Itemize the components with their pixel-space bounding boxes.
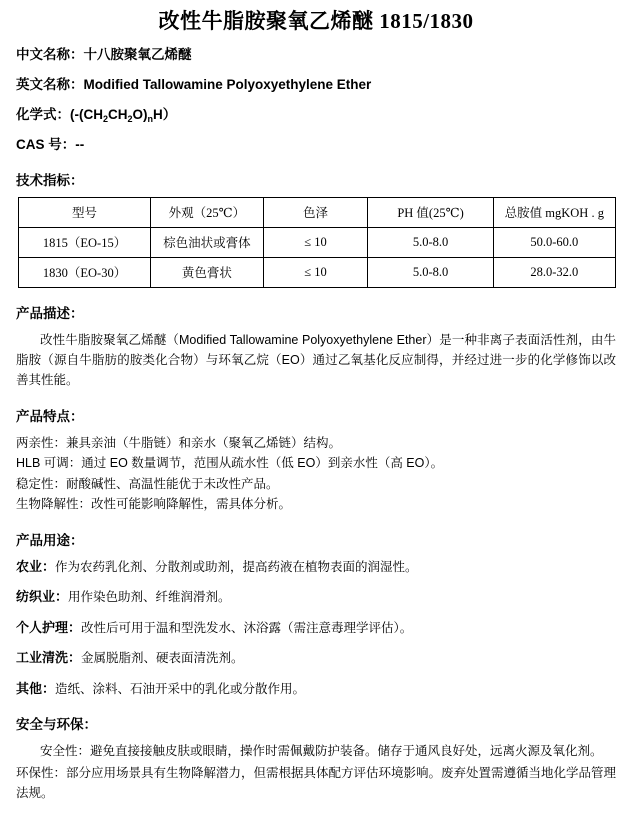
use-item-label: 农业：	[16, 559, 56, 575]
spec-table	[18, 197, 616, 288]
header-amine-value: 总胺值 mgKOH . g	[493, 197, 615, 227]
safety-heading: 安全与环保：	[16, 716, 97, 732]
formula-sub-1: 2	[103, 114, 109, 125]
field-cas-number-label: CAS 号：	[16, 136, 76, 152]
cell-appearance: 棕色油状或膏体	[151, 227, 264, 257]
field-chinese-name	[16, 46, 616, 65]
feature-item: 稳定性：耐酸碱性、高温性能优于未改性产品。	[16, 476, 279, 491]
use-item-text: 改性后可用于温和型洗发水、沐浴露（需注意毒理学评估）。	[81, 620, 413, 635]
header-ph: PH 值(25℃)	[368, 197, 493, 227]
field-formula-label: 化学式：	[16, 107, 70, 123]
description-heading: 产品描述：	[16, 305, 84, 321]
formula-part-2: CH	[108, 107, 128, 123]
cell-model: 1815（EO-15）	[19, 227, 151, 257]
use-item	[16, 648, 616, 668]
use-item-label: 工业清洗：	[16, 650, 82, 666]
cell-appearance: 黄色膏状	[151, 257, 264, 287]
formula-part-4: H）	[153, 107, 177, 123]
spec-table-head	[19, 197, 616, 227]
spec-heading: 技术指标：	[16, 172, 84, 188]
cell-ph: 5.0-8.0	[368, 257, 493, 287]
field-formula-value	[70, 107, 177, 125]
cell-ph: 5.0-8.0	[368, 227, 493, 257]
use-item-label: 纺织业：	[16, 589, 69, 605]
uses-heading: 产品用途：	[16, 533, 84, 549]
feature-item: 两亲性：兼具亲油（牛脂链）和亲水（聚氧乙烯链）结构。	[16, 435, 342, 450]
cell-color: ≤ 10	[263, 257, 368, 287]
safety-paragraph: 安全性：避免直接接触皮肤或眼睛，操作时需佩戴防护装备。储存于通风良好处，远离火源及氧化剂。	[40, 743, 603, 758]
use-item	[16, 557, 616, 577]
use-item-label: 其他：	[16, 680, 56, 696]
formula-part-1: (-(CH	[70, 107, 103, 123]
field-english-name	[16, 76, 616, 95]
use-item-text: 作为农药乳化剂、分散剂或助剂，提高药液在植物表面的润湿性。	[55, 560, 418, 575]
environment-paragraph: 环保性：部分应用场景具有生物降解潜力，但需根据具体配方评估环境影响。废弃处置需遵循当地化学品管理法规。	[16, 766, 617, 801]
field-chinese-name-label: 中文名称：	[16, 47, 84, 63]
spec-table-body	[19, 227, 616, 287]
field-cas-number	[16, 136, 616, 155]
table-row	[19, 257, 616, 287]
feature-item: 生物降解性：改性可能影响降解性，需具体分析。	[16, 497, 292, 512]
use-item-text: 金属脱脂剂、硬表面清洗剂。	[81, 651, 244, 666]
field-english-name-value: Modified Tallowamine Polyoxyethylene Ether	[83, 77, 372, 93]
description-paragraph: 改性牛脂胺聚氧乙烯醚（Modified Tallowamine Polyoxyethylene Ether）是一种非离子表面活性剂，由牛脂胺（源自牛脂肪的胺类化合物）与环氧乙烷（EO）通过乙氧基化反应制得，并经过进一步的化学修饰以改善其性能。	[16, 332, 616, 388]
cell-model: 1830（EO-30）	[19, 257, 151, 287]
field-chinese-name-value: 十八胺聚氧乙烯醚	[83, 47, 192, 63]
header-model: 型号	[19, 197, 151, 227]
use-item	[16, 587, 616, 607]
features-heading: 产品特点：	[16, 408, 84, 424]
formula-sub-2: 2	[127, 114, 133, 125]
cell-amine-value: 50.0-60.0	[493, 227, 615, 257]
header-color: 色泽	[263, 197, 368, 227]
page-title: 改性牛脂胺聚氧乙烯醚 1815/1830	[158, 9, 474, 33]
cell-amine-value: 28.0-32.0	[493, 257, 615, 287]
header-appearance: 外观（25℃）	[151, 197, 264, 227]
table-row	[19, 227, 616, 257]
use-item-text: 造纸、涂料、石油开采中的乳化或分散作用。	[55, 681, 306, 696]
use-item	[16, 679, 616, 699]
field-cas-number-value: --	[75, 136, 85, 152]
formula-sub-3: n	[147, 114, 154, 125]
use-item	[16, 618, 616, 638]
field-english-name-label: 英文名称：	[16, 77, 84, 93]
formula-part-3: O)	[132, 107, 148, 123]
use-item-label: 个人护理：	[16, 619, 82, 635]
table-header-row	[19, 197, 616, 227]
cell-color: ≤ 10	[263, 227, 368, 257]
use-item-text: 用作染色助剂、纤维润滑剂。	[68, 590, 231, 605]
feature-item: HLB 可调：通过 EO 数量调节，范围从疏水性（低 EO）到亲水性（高 EO）。	[16, 456, 444, 471]
field-formula	[16, 106, 616, 125]
